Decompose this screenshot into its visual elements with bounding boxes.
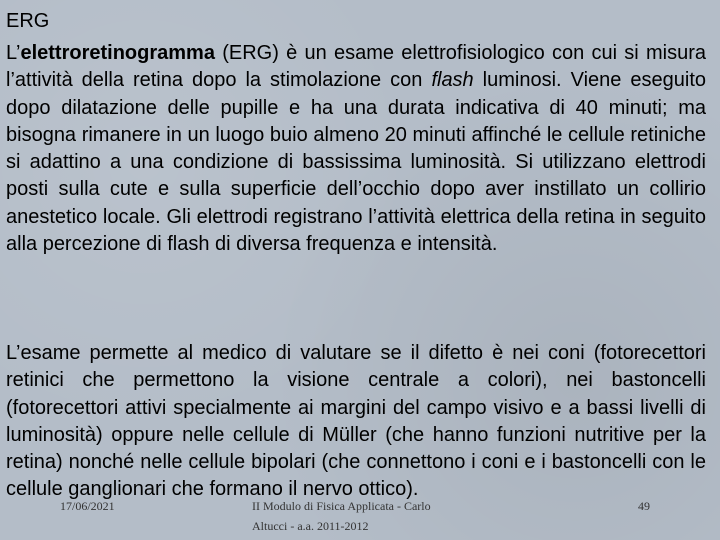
paragraph-erg-description xyxy=(6,40,706,258)
paragraph-exam-purpose: L’esame permette al medico di valutare se il difetto è nei coni (fotorecettori retinici che permettono la visione centrale a colori), nei bastoncelli (fotorecettori attivi specialmente ai margini del campo visivo e a bassi livelli di luminosità) oppure nelle cellule di Müller (che hanno funzioni nutritive per la retina) nonché nelle cellule bipolari (che connettono i coni e i bastoncelli con le cellule ganglionari che formano il nervo ottico). xyxy=(6,342,706,501)
footer-course-line1: II Modulo di Fisica Applicata - Carlo xyxy=(252,499,431,513)
footer-course xyxy=(252,496,472,536)
footer-course-line2: Altucci - a.a. 2011-2012 xyxy=(252,519,369,533)
footer-date: 17/06/2021 xyxy=(60,499,115,513)
bold-term: elettroretinogramma xyxy=(20,42,215,64)
paragraph-text: L’ xyxy=(6,42,21,64)
paragraph-text: (ERG) è un esame elettrofisiologico con cui si misura l’attività della retina dopo la stimolazione con xyxy=(6,42,706,92)
slide-title: ERG xyxy=(6,10,50,32)
italic-term: flash xyxy=(431,69,474,92)
paragraph-text: luminosi. Viene eseguito dopo dilatazione delle pupille e ha una durata indicativa di 40 minuti; ma bisogna rimanere in un luogo buio almeno 20 minuti affinché le cellule retiniche si adattino a una condizione di bassissima luminosità. Si utilizzano elettrodi posti sulla cute e sulla superficie dell’occhio dopo aver instillato un collirio anestetico locale. Gli elettrodi registrano l’attività elettrica della retina in seguito alla percezione di flash di diversa frequenza e intensità. xyxy=(6,69,707,256)
footer-page-number: 49 xyxy=(638,499,650,513)
